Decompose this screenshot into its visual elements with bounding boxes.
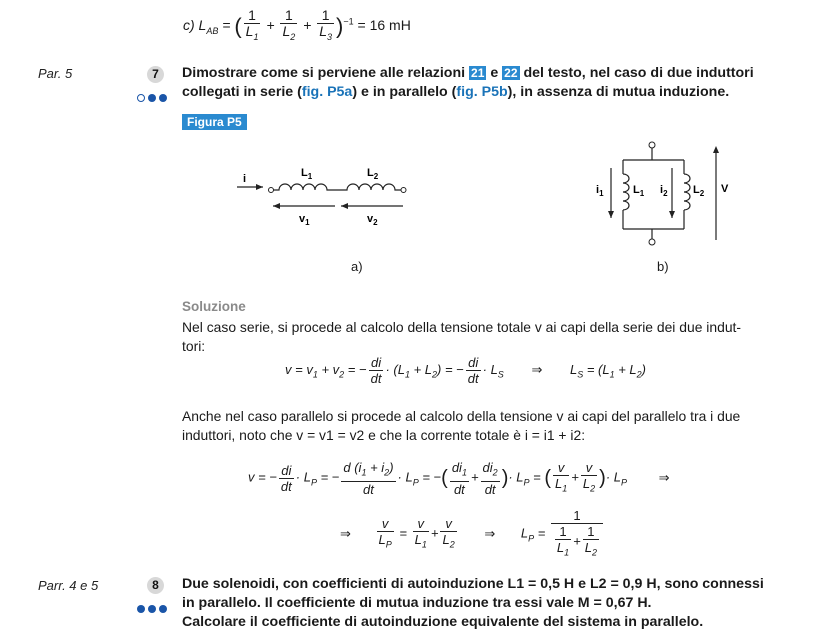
ex7-side-label: Par. 5 xyxy=(38,66,73,81)
ex7-statement: Dimostrare come si perviene alle relazioni 21 e 22 del testo, nel caso di due induttori collegati in serie (fig. P5a) e in parallelo (fig. P5b), in assenza di mutua induzione. xyxy=(182,65,754,100)
figure-p5b-parallel-circuit xyxy=(580,136,730,251)
difficulty-dot-empty xyxy=(137,94,145,102)
ref-22[interactable]: 22 xyxy=(504,66,518,80)
difficulty-dot-filled xyxy=(159,94,167,102)
parallel-equation-1: v = − $\frac{di}{dt}$ · $L_P$ = − $\frac{d (i_1 + i_2)}{dt}$ · $L_P$ = −( $\frac{di_1}{dt}$ + $\frac{di_2}{dt}$ )· $L_P$ = ( $\frac{v}{L_1}$ + $\frac{v}{L_2}$ )· $L_P$ ⇒ xyxy=(248,460,670,497)
current-i1-label: $i_1$ xyxy=(596,184,604,198)
inductor-l2-label: $L_2$ xyxy=(693,184,705,198)
formula-c-lhs: c) $L_{AB}$ xyxy=(183,17,219,36)
ex7-difficulty-dots xyxy=(137,89,170,107)
ex8-side-label: Parr. 4 e 5 xyxy=(38,578,99,593)
voltage-v-label: V xyxy=(721,183,729,195)
ref-21[interactable]: 21 xyxy=(471,66,485,80)
figure-p5-tag: Figura P5 xyxy=(182,114,247,130)
solution-title: Soluzione xyxy=(182,299,246,314)
difficulty-dot-filled xyxy=(148,605,156,613)
inductor-l1-label: $L_1$ xyxy=(301,167,313,181)
fig-p5a-link[interactable]: fig. P5a xyxy=(301,84,353,100)
difficulty-dot-filled xyxy=(148,94,156,102)
figure-a-caption: a) xyxy=(351,259,363,274)
figure-p5a-series-circuit xyxy=(225,160,425,235)
ex8-difficulty-dots xyxy=(137,600,170,618)
formula-c: c) $L_{AB}$ = ( $\frac{1}{L_1}$ + $\frac{1}{L_2}$ + $\frac{1}{L_3}$ )$^{-1}$ = 16 mH xyxy=(183,8,411,45)
inductor-l2-label: $L_2$ xyxy=(367,167,379,181)
difficulty-dot-filled xyxy=(159,605,167,613)
figure-b-caption: b) xyxy=(657,259,669,274)
series-equation: $v = v_1 + v_2$ = − $\frac{di}{dt}$ · $(L_1 + L_2)$ = − $\frac{di}{dt}$ · $L_S$ ⇒ $L_S = (L_1 + L_2)$ xyxy=(285,355,646,386)
difficulty-dot-filled xyxy=(137,605,145,613)
fig-p5b-link[interactable]: fig. P5b xyxy=(456,84,508,100)
solution-paragraph-1: Nel caso serie, si procede al calcolo della tensione totale v ai capi della serie dei due indut- tori: xyxy=(182,319,742,354)
current-i-label: i xyxy=(243,173,247,185)
ex8-number: 8 xyxy=(147,577,164,594)
formula-c-result: = 16 mH xyxy=(357,17,411,34)
ex7-number: 7 xyxy=(147,66,164,83)
solution-paragraph-2: Anche nel caso parallelo si procede al calcolo della tensione v ai capi del parallelo tra i due induttori, noto che v = v1 = v2 e che la corrente totale è i = i1 + i2: xyxy=(182,408,741,443)
voltage-v2-label: $v_2$ xyxy=(367,213,378,227)
ex8-statement: Due solenoidi, con coefficienti di autoinduzione L1 = 0,5 H e L2 = 0,9 H, sono connessi in parallelo. Il coefficiente di mutua induzione tra essi vale M = 0,67 H. Calcolare il coefficiente di autoinduzione equivalente del sistema in parallelo. xyxy=(182,576,764,630)
voltage-v1-label: $v_1$ xyxy=(299,213,310,227)
current-i2-label: $i_2$ xyxy=(660,184,668,198)
parallel-equation-2: ⇒ $\frac{v}{L_P}$ = $\frac{v}{L_1}$ + $\frac{v}{L_2}$ ⇒ $L_P$ = 1 $\frac{1}{L_1}$ + $\frac{1}{L_2}$ xyxy=(340,508,605,561)
inductor-l1-label: $L_1$ xyxy=(633,184,645,198)
